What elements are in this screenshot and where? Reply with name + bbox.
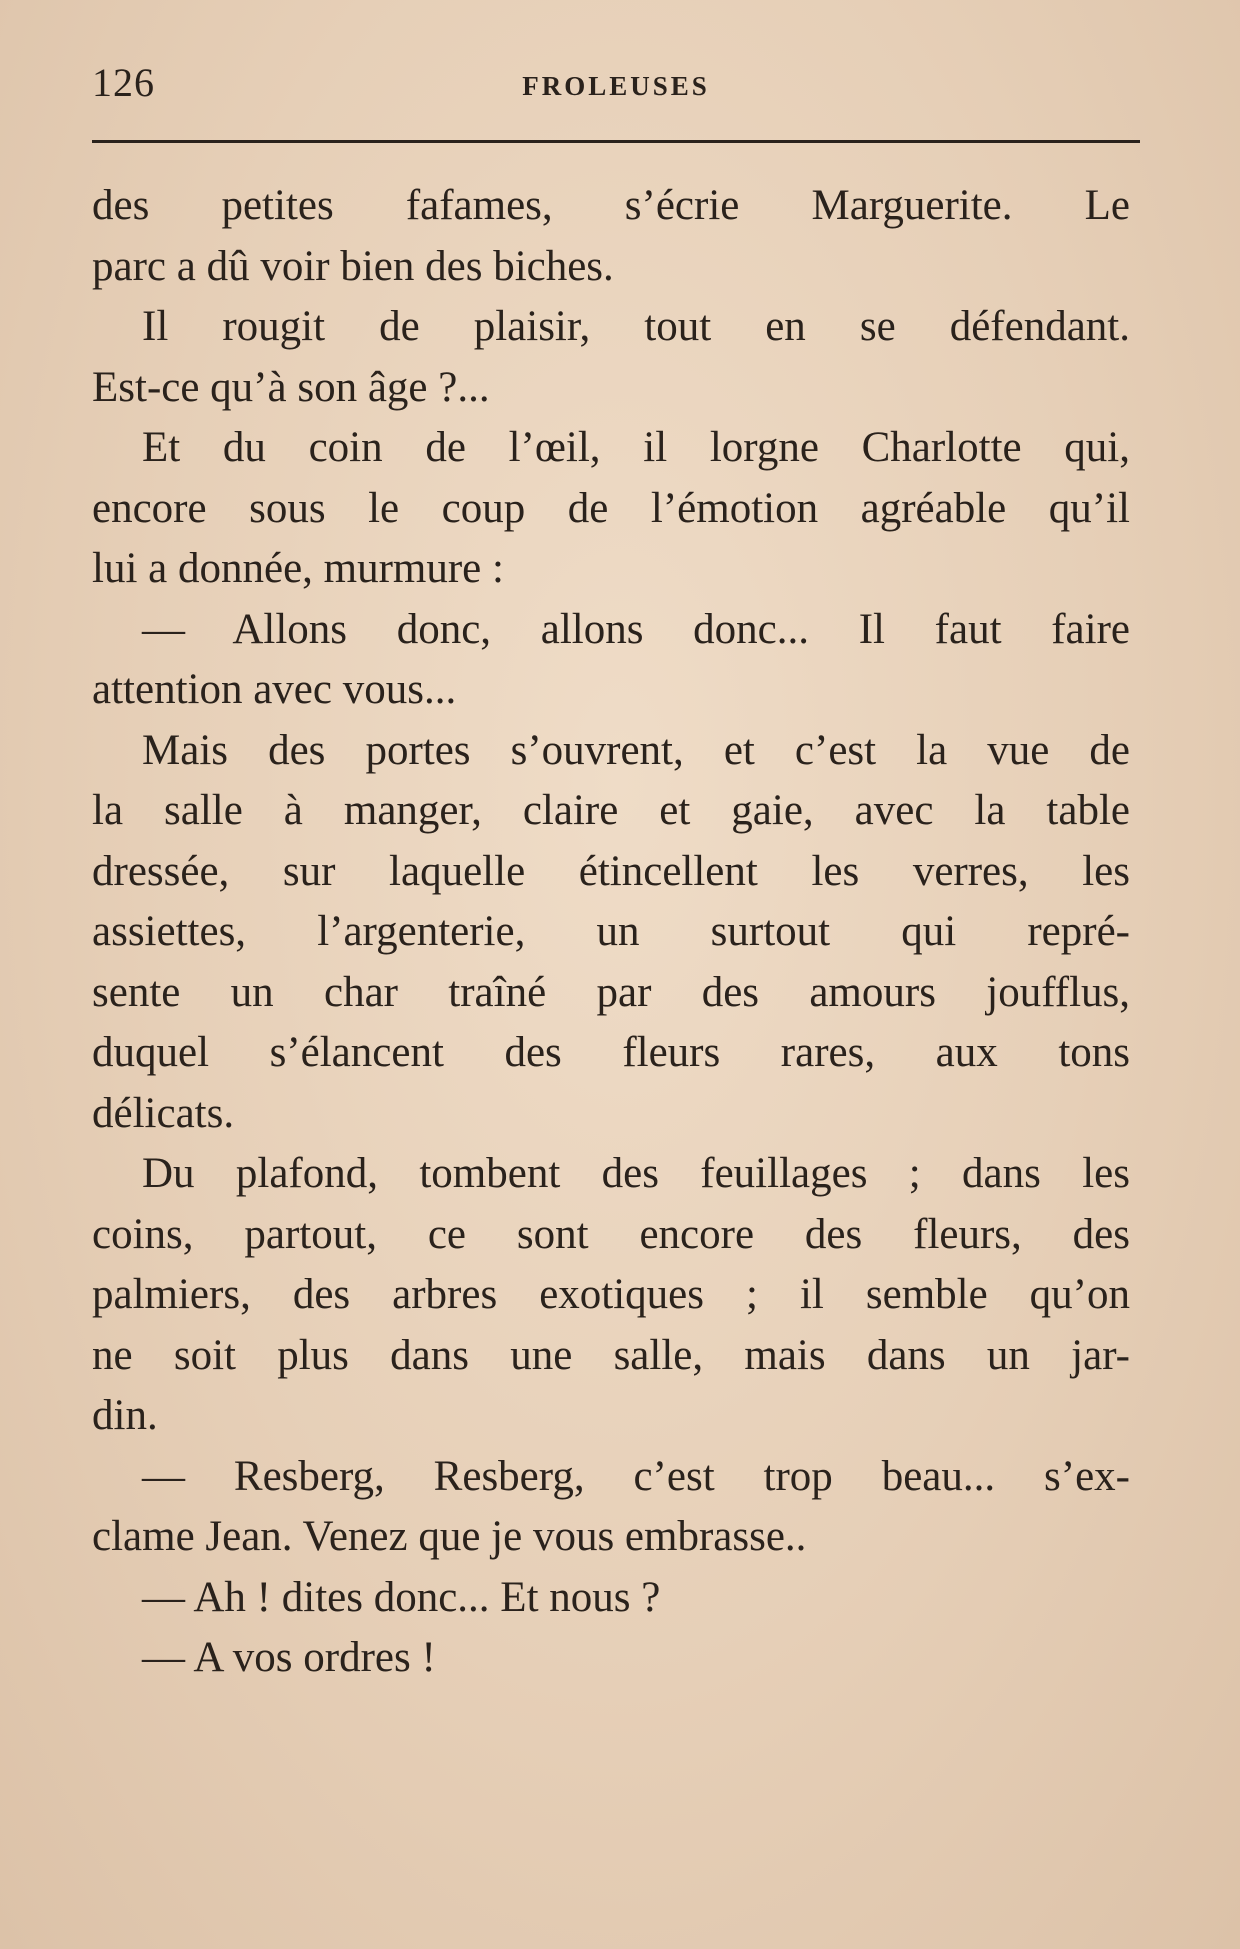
text-line: coins, partout, ce sont encore des fleurs, des bbox=[92, 1210, 1130, 1258]
text-line: — A vos ordres ! bbox=[142, 1634, 436, 1681]
text-line: Est-ce qu’à son âge ?... bbox=[92, 363, 490, 411]
text-line: Et du coin de l’œil, il lorgne Charlotte qui, bbox=[142, 424, 1130, 471]
text-line: lui a donnée, murmure : bbox=[92, 545, 504, 592]
text-line: sente un char traîné par des amours joufflus, bbox=[92, 968, 1130, 1016]
text-line: clame Jean. Venez que je vous embrasse.. bbox=[92, 1513, 807, 1560]
text-line: la salle à manger, claire et gaie, avec la table bbox=[92, 787, 1130, 834]
running-title: FROLEUSES bbox=[522, 71, 710, 101]
text-line: assiettes, l’argenterie, un surtout qui repré- bbox=[92, 908, 1130, 955]
text-line: dressée, sur laquelle étincellent les verres, les bbox=[92, 847, 1130, 895]
text-line: attention avec vous... bbox=[92, 666, 457, 713]
body-text bbox=[92, 176, 1130, 1689]
text-line: Du plafond, tombent des feuillages ; dans les bbox=[142, 1150, 1130, 1197]
text-line: din. bbox=[92, 1392, 158, 1439]
text-line: des petites fafames, s’écrie Marguerite. Le bbox=[92, 182, 1130, 229]
text-line: — Ah ! dites donc... Et nous ? bbox=[142, 1573, 661, 1621]
page-header bbox=[92, 58, 1140, 108]
text-line: délicats. bbox=[92, 1089, 235, 1137]
text-line: — Allons donc, allons donc... Il faut faire bbox=[142, 605, 1130, 653]
text-line: duquel s’élancent des fleurs rares, aux tons bbox=[92, 1029, 1130, 1076]
text-line: ne soit plus dans une salle, mais dans un jar- bbox=[92, 1331, 1130, 1379]
text-line: Mais des portes s’ouvrent, et c’est la vue de bbox=[142, 726, 1130, 774]
text-line: palmiers, des arbres exotiques ; il semble qu’on bbox=[92, 1271, 1130, 1318]
text-line: encore sous le coup de l’émotion agréable qu’il bbox=[92, 484, 1130, 532]
page-number: 126 bbox=[92, 60, 155, 105]
text-line: parc a dû voir bien des biches. bbox=[92, 242, 614, 290]
text-line: Il rougit de plaisir, tout en se défendant. bbox=[142, 303, 1130, 350]
header-rule bbox=[92, 140, 1140, 143]
text-line: — Resberg, Resberg, c’est trop beau... s’ex- bbox=[142, 1452, 1130, 1500]
